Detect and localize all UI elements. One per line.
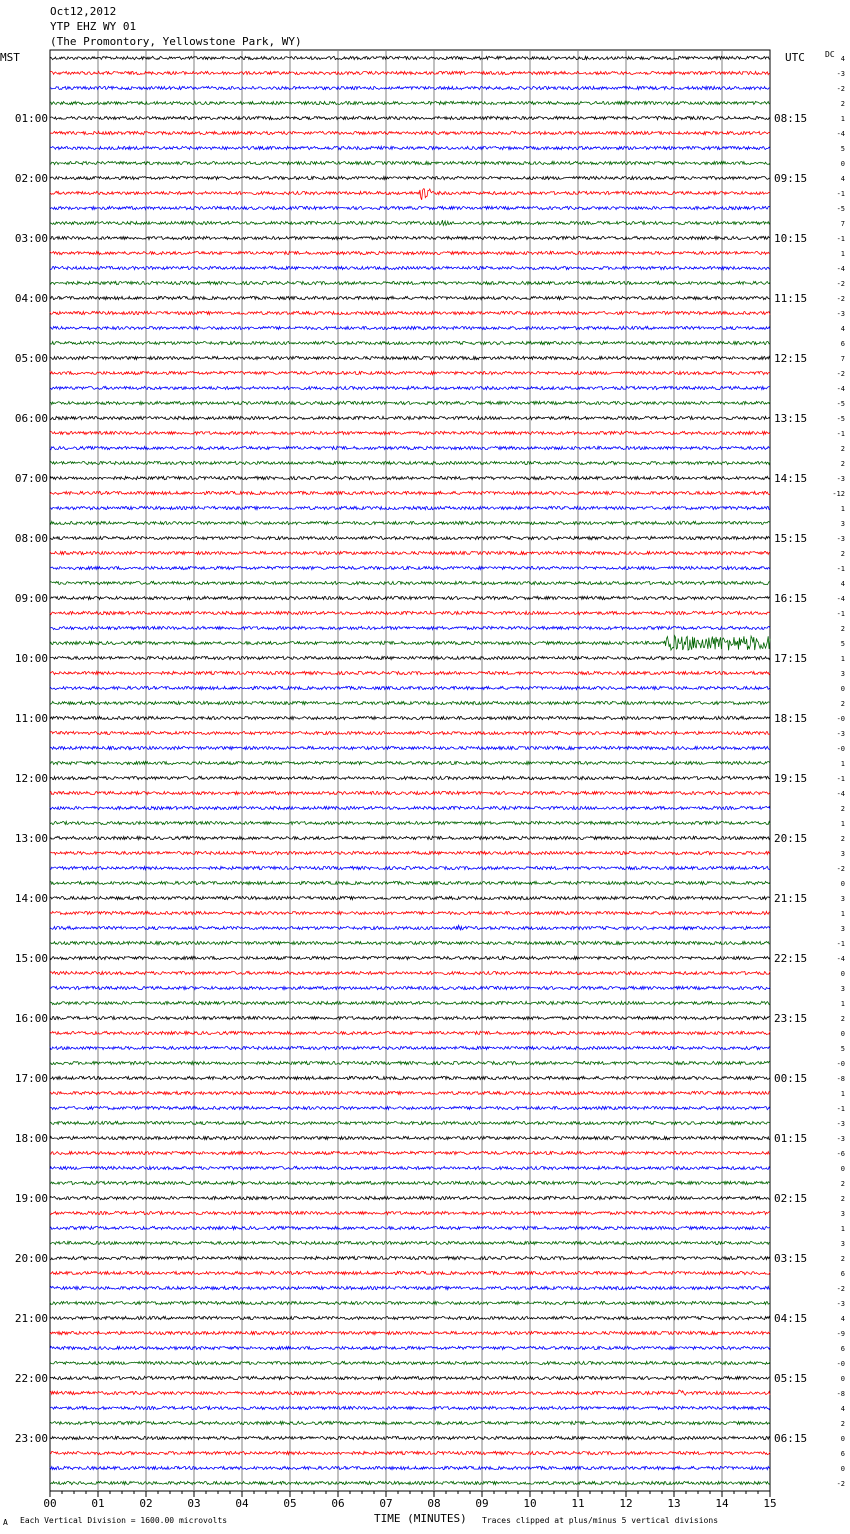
seismic-trace	[50, 416, 770, 419]
right-hour-label: 11:15	[774, 292, 808, 305]
dc-offset-label: -4	[836, 385, 845, 393]
x-tick-label: 03	[187, 1497, 201, 1510]
seismic-trace	[50, 326, 770, 329]
left-hour-label: 16:00	[14, 1012, 48, 1025]
seismic-trace	[50, 1301, 770, 1304]
seismic-trace	[50, 71, 770, 74]
dc-offset-label: -1	[836, 565, 845, 573]
dc-offset-label: -5	[836, 205, 845, 213]
seismic-trace	[50, 1046, 770, 1049]
seismic-trace	[50, 866, 770, 869]
seismic-trace	[50, 431, 770, 434]
dc-offset-label: 0	[840, 970, 845, 978]
dc-offset-label: -2	[836, 295, 845, 303]
dc-offset-label: -2	[836, 1285, 845, 1293]
seismic-trace	[50, 656, 770, 659]
dc-offset-label: 2	[840, 460, 845, 468]
dc-offset-label: 0	[840, 1375, 845, 1383]
left-hour-label: 12:00	[14, 772, 48, 785]
left-hour-label: 06:00	[14, 412, 48, 425]
left-hour-label: 21:00	[14, 1312, 48, 1325]
seismic-trace	[50, 491, 770, 494]
right-hour-label: 12:15	[774, 352, 808, 365]
left-hour-label: 17:00	[14, 1072, 48, 1085]
dc-offset-label: -9	[836, 1330, 845, 1338]
seismic-trace	[50, 251, 770, 254]
dc-offset-label: 1	[840, 505, 845, 513]
dc-offset-label: -3	[836, 1300, 845, 1308]
dc-offset-label: 1	[840, 760, 845, 768]
right-hour-label: 05:15	[774, 1372, 808, 1385]
dc-offset-label: 0	[840, 160, 845, 168]
dc-offset-label: -1	[836, 940, 845, 948]
left-hour-label: 18:00	[14, 1132, 48, 1145]
x-tick-label: 13	[667, 1497, 681, 1510]
right-hour-label: 19:15	[774, 772, 808, 785]
dc-offset-label: 2	[840, 1180, 845, 1188]
seismic-trace	[50, 161, 770, 164]
dc-offset-label: 1	[840, 1225, 845, 1233]
seismic-trace	[50, 1136, 770, 1139]
x-tick-label: 10	[523, 1497, 537, 1510]
seismic-trace	[50, 896, 770, 899]
dc-offset-label: 4	[840, 1315, 845, 1323]
dc-offset-label: -3	[836, 535, 845, 543]
left-hour-label: 22:00	[14, 1372, 48, 1385]
seismic-trace	[50, 1466, 770, 1469]
seismic-trace	[50, 101, 770, 104]
dc-offset-label: 3	[840, 895, 845, 903]
dc-offset-label: -2	[836, 280, 845, 288]
right-hour-label: 15:15	[774, 532, 808, 545]
dc-offset-label: -5	[836, 400, 845, 408]
x-tick-label: 00	[43, 1497, 57, 1510]
right-hour-label: 17:15	[774, 652, 808, 665]
x-tick-label: 15	[763, 1497, 777, 1510]
seismic-trace	[50, 236, 770, 239]
dc-offset-label: 0	[840, 1030, 845, 1038]
seismic-trace	[50, 1121, 770, 1124]
x-tick-label: 11	[571, 1497, 585, 1510]
seismic-trace	[50, 911, 770, 914]
seismic-trace	[50, 341, 770, 344]
dc-offset-label: 1	[840, 1090, 845, 1098]
seismic-trace	[50, 461, 770, 464]
seismic-trace	[50, 86, 770, 89]
dc-offset-label: -1	[836, 235, 845, 243]
right-hour-label: 16:15	[774, 592, 808, 605]
seismic-trace	[50, 1390, 770, 1395]
dc-offset-label: 3	[840, 1210, 845, 1218]
footer-left-mark: A	[3, 1518, 8, 1527]
dc-offset-label: -2	[836, 85, 845, 93]
x-tick-label: 05	[283, 1497, 297, 1510]
dc-offset-label: 5	[840, 145, 845, 153]
x-tick-label: 12	[619, 1497, 633, 1510]
dc-offset-label: 3	[840, 850, 845, 858]
dc-offset-label: 7	[840, 355, 845, 363]
seismic-trace	[50, 476, 770, 479]
dc-offset-label: 1	[840, 115, 845, 123]
dc-offset-label: 2	[840, 550, 845, 558]
dc-offset-label: 4	[840, 325, 845, 333]
seismic-trace	[50, 281, 770, 284]
seismic-trace	[50, 1346, 770, 1349]
seismic-trace	[50, 1151, 770, 1154]
right-hour-label: 14:15	[774, 472, 808, 485]
dc-offset-label: 1	[840, 820, 845, 828]
left-hour-label: 23:00	[14, 1432, 48, 1445]
dc-offset-label: 2	[840, 445, 845, 453]
left-hour-label: 07:00	[14, 472, 48, 485]
seismic-trace	[50, 881, 770, 884]
seismic-trace	[50, 1076, 770, 1079]
x-tick-label: 09	[475, 1497, 489, 1510]
left-hour-label: 05:00	[14, 352, 48, 365]
dc-offset-label: 3	[840, 670, 845, 678]
dc-offset-label: -1	[836, 190, 845, 198]
dc-offset-label: -2	[836, 1480, 845, 1488]
dc-offset-label: -0	[836, 1060, 845, 1068]
dc-offset-label: 0	[840, 1435, 845, 1443]
left-hour-label: 10:00	[14, 652, 48, 665]
dc-offset-label: 0	[840, 1465, 845, 1473]
seismic-trace	[50, 821, 770, 824]
dc-offset-label: 6	[840, 1270, 845, 1278]
left-hour-label: 13:00	[14, 832, 48, 845]
right-hour-label: 01:15	[774, 1132, 808, 1145]
seismic-trace	[50, 776, 770, 779]
seismic-trace	[50, 611, 770, 614]
right-hour-label: 22:15	[774, 952, 808, 965]
x-axis-title: TIME (MINUTES)	[374, 1512, 467, 1525]
right-hour-label: 08:15	[774, 112, 808, 125]
dc-offset-label: -6	[836, 1150, 845, 1158]
seismic-trace	[50, 1331, 770, 1334]
x-tick-label: 08	[427, 1497, 441, 1510]
seismic-trace	[50, 296, 770, 299]
dc-offset-label: 5	[840, 1045, 845, 1053]
dc-offset-label: 3	[840, 1240, 845, 1248]
dc-offset-label: -0	[836, 715, 845, 723]
dc-offset-label: 2	[840, 1255, 845, 1263]
dc-offset-label: 2	[840, 805, 845, 813]
seismic-trace	[50, 356, 770, 359]
left-hour-label: 02:00	[14, 172, 48, 185]
dc-offset-label: -3	[836, 1120, 845, 1128]
seismic-trace	[50, 521, 770, 524]
seismic-trace	[50, 716, 770, 719]
dc-offset-label: 2	[840, 1195, 845, 1203]
x-tick-label: 06	[331, 1497, 345, 1510]
seismic-trace	[50, 626, 770, 629]
right-hour-label: 03:15	[774, 1252, 808, 1265]
seismic-trace	[50, 131, 770, 134]
dc-offset-label: 1	[840, 910, 845, 918]
seismic-trace	[50, 731, 770, 734]
seismic-trace	[50, 941, 770, 944]
dc-offset-label: 2	[840, 625, 845, 633]
dc-offset-label: 5	[840, 640, 845, 648]
seismic-trace	[50, 506, 770, 509]
seismic-trace	[50, 971, 770, 974]
dc-offset-label: -0	[836, 745, 845, 753]
dc-offset-label: 6	[840, 340, 845, 348]
dc-offset-label: -4	[836, 595, 845, 603]
dc-offset-label: -0	[836, 1360, 845, 1368]
seismic-trace	[50, 686, 770, 689]
seismic-trace	[50, 701, 770, 704]
dc-offset-label: -5	[836, 415, 845, 423]
seismic-trace	[50, 806, 770, 809]
header-location: (The Promontory, Yellowstone Park, WY)	[50, 35, 302, 48]
seismic-trace	[50, 1061, 770, 1064]
left-hour-label: 01:00	[14, 112, 48, 125]
seismic-trace	[50, 401, 770, 404]
seismic-trace	[50, 1406, 770, 1409]
scale-note: Each Vertical Division = 1600.00 microvolts	[20, 1516, 228, 1525]
seismic-trace	[50, 536, 770, 539]
dc-offset-label: 4	[840, 580, 845, 588]
dc-offset-label: -3	[836, 475, 845, 483]
seismic-trace	[50, 1106, 770, 1109]
seismic-trace	[50, 1451, 770, 1454]
dc-offset-label: 0	[840, 880, 845, 888]
dc-offset-label: 2	[840, 1015, 845, 1023]
dc-offset-label: 4	[840, 175, 845, 183]
dc-offset-label: 4	[840, 1405, 845, 1413]
seismic-trace	[50, 1481, 770, 1484]
seismic-trace	[50, 1031, 770, 1034]
seismic-trace	[50, 1436, 770, 1439]
seismic-trace	[50, 1091, 770, 1094]
dc-offset-label: -3	[836, 70, 845, 78]
dc-offset-label: 2	[840, 1420, 845, 1428]
dc-offset-label: -3	[836, 730, 845, 738]
seismic-trace	[50, 371, 770, 374]
right-hour-label: 00:15	[774, 1072, 808, 1085]
dc-offset-label: -1	[836, 775, 845, 783]
dc-offset-label: 6	[840, 1345, 845, 1353]
dc-offset-label: -1	[836, 1105, 845, 1113]
clip-note: Traces clipped at plus/minus 5 vertical divisions	[482, 1516, 719, 1525]
x-tick-label: 04	[235, 1497, 249, 1510]
seismic-trace	[50, 1211, 770, 1214]
right-hour-label: 13:15	[774, 412, 808, 425]
right-hour-label: 10:15	[774, 232, 808, 245]
seismic-trace	[50, 596, 770, 599]
left-hour-label: 11:00	[14, 712, 48, 725]
x-tick-label: 01	[91, 1497, 105, 1510]
dc-offset-label: -2	[836, 370, 845, 378]
seismic-trace	[50, 566, 770, 569]
right-timezone-label: UTC	[785, 51, 805, 64]
x-tick-label: 02	[139, 1497, 153, 1510]
left-hour-label: 04:00	[14, 292, 48, 305]
seismic-trace	[50, 220, 770, 225]
dc-offset-label: -3	[836, 310, 845, 318]
right-hour-label: 06:15	[774, 1432, 808, 1445]
seismic-trace	[50, 1361, 770, 1364]
seismic-trace	[50, 311, 770, 314]
seismic-trace	[50, 836, 770, 839]
x-tick-label: 07	[379, 1497, 393, 1510]
right-hour-label: 18:15	[774, 712, 808, 725]
seismic-trace	[50, 1181, 770, 1184]
dc-offset-label: 4	[840, 55, 845, 63]
dc-offset-label: -4	[836, 790, 845, 798]
seismic-trace	[50, 1166, 770, 1169]
dc-offset-label: 3	[840, 925, 845, 933]
seismic-trace	[50, 551, 770, 554]
seismic-trace	[50, 56, 770, 59]
right-hour-label: 04:15	[774, 1312, 808, 1325]
header-station: YTP EHZ WY 01	[50, 20, 137, 33]
dc-offset-label: 3	[840, 520, 845, 528]
dc-offset-label: 2	[840, 100, 845, 108]
dc-offset-label: -2	[836, 865, 845, 873]
dc-offset-label: 1	[840, 655, 845, 663]
right-hour-label: 02:15	[774, 1192, 808, 1205]
seismic-trace	[50, 1001, 770, 1004]
seismic-trace	[50, 791, 770, 794]
seismic-trace	[50, 1016, 770, 1019]
dc-offset-label: 1	[840, 1000, 845, 1008]
left-hour-label: 20:00	[14, 1252, 48, 1265]
seismic-trace	[50, 446, 770, 449]
right-hour-label: 23:15	[774, 1012, 808, 1025]
left-hour-label: 08:00	[14, 532, 48, 545]
dc-offset-label: 0	[840, 685, 845, 693]
dc-offset-label: 2	[840, 700, 845, 708]
left-hour-label: 03:00	[14, 232, 48, 245]
seismic-trace	[50, 581, 770, 584]
dc-offset-label: -1	[836, 610, 845, 618]
dc-offset-label: -1	[836, 430, 845, 438]
seismic-trace	[50, 1421, 770, 1424]
seismic-trace	[50, 1286, 770, 1289]
left-hour-label: 19:00	[14, 1192, 48, 1205]
dc-offset-label: 1	[840, 250, 845, 258]
seismic-trace	[50, 116, 770, 119]
header-date: Oct12,2012	[50, 5, 117, 18]
right-hour-label: 09:15	[774, 172, 808, 185]
dc-label: DC	[825, 50, 835, 59]
seismic-trace	[50, 925, 770, 930]
dc-offset-label: -8	[836, 1075, 845, 1083]
seismic-trace	[50, 671, 770, 674]
seismic-trace	[50, 1271, 770, 1274]
seismic-trace	[50, 956, 770, 959]
dc-offset-label: -8	[836, 1390, 845, 1398]
seismic-trace	[50, 189, 770, 200]
plot-frame	[50, 50, 770, 1491]
seismic-trace	[50, 206, 770, 209]
left-hour-label: 14:00	[14, 892, 48, 905]
dc-offset-label: 6	[840, 1450, 845, 1458]
seismic-trace	[50, 746, 770, 749]
x-tick-label: 14	[715, 1497, 729, 1510]
seismic-trace	[50, 386, 770, 389]
seismic-trace	[50, 1256, 770, 1259]
seismic-trace	[50, 176, 770, 179]
right-hour-label: 21:15	[774, 892, 808, 905]
seismic-trace	[50, 1241, 770, 1244]
seismic-trace	[50, 986, 770, 989]
dc-offset-label: -4	[836, 265, 845, 273]
dc-offset-label: -4	[836, 130, 845, 138]
seismic-trace	[50, 1196, 770, 1199]
left-timezone-label: MST	[0, 51, 20, 64]
dc-offset-label: 7	[840, 220, 845, 228]
dc-offset-label: 2	[840, 835, 845, 843]
left-hour-label: 09:00	[14, 592, 48, 605]
dc-offset-label: 3	[840, 985, 845, 993]
seismic-trace	[50, 1376, 770, 1379]
right-hour-label: 20:15	[774, 832, 808, 845]
dc-offset-label: 0	[840, 1165, 845, 1173]
seismic-trace	[50, 1226, 770, 1229]
dc-offset-label: -3	[836, 1135, 845, 1143]
dc-offset-label: -4	[836, 955, 845, 963]
dc-offset-label: -12	[832, 490, 845, 498]
seismic-trace	[50, 146, 770, 149]
seismic-trace	[50, 266, 770, 269]
seismic-trace	[50, 851, 770, 854]
seismic-trace	[50, 761, 770, 764]
seismic-trace	[50, 636, 770, 651]
left-hour-label: 15:00	[14, 952, 48, 965]
seismic-trace	[50, 1316, 770, 1319]
